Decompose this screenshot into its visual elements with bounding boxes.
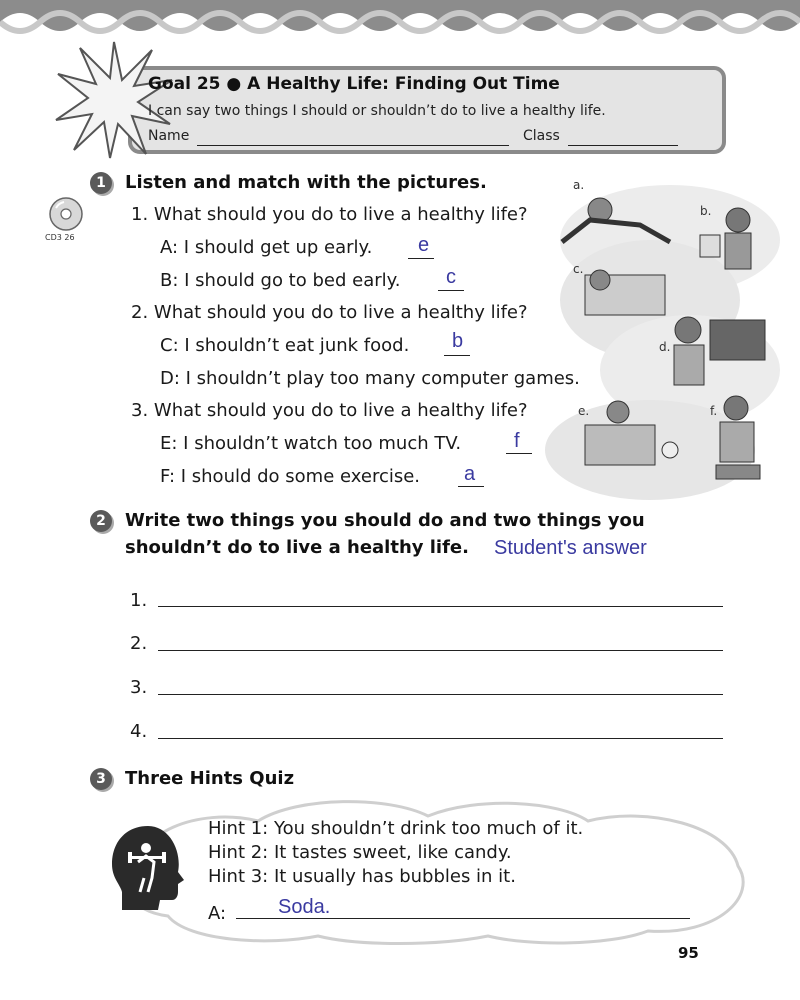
section-number-2: 2: [90, 510, 112, 532]
answer-f-blank[interactable]: [458, 486, 484, 487]
hint-2: Hint 2: It tastes sweet, like candy.: [208, 842, 512, 863]
picture-label-e: e.: [578, 404, 590, 418]
section2-title-line1: Write two things you should do and two things you: [125, 510, 645, 531]
name-field[interactable]: [197, 145, 509, 146]
picture-label-c: c.: [573, 262, 584, 276]
write-line-label-4: 4.: [130, 721, 148, 742]
answer-c-value: b: [452, 330, 464, 352]
name-label: Name: [148, 128, 190, 144]
answer-b-text: B: I should go to bed early.: [160, 270, 401, 291]
section2-title-line2: shouldn’t do to live a healthy life.: [125, 537, 469, 558]
section-number-1: 1: [90, 172, 112, 194]
section1-title: Listen and match with the pictures.: [125, 172, 487, 193]
student-answer-note: Student's answer: [494, 537, 647, 559]
write-line-label-1: 1.: [130, 590, 148, 611]
section-number-3: 3: [90, 768, 112, 790]
answer-a-value: e: [418, 234, 430, 256]
answer-b-blank[interactable]: [438, 290, 464, 291]
quiz-answer-value: Soda.: [278, 896, 331, 918]
answer-e-text: E: I shouldn’t watch too much TV.: [160, 433, 462, 454]
picture-label-a: a.: [573, 178, 585, 192]
class-label: Class: [523, 128, 560, 144]
answer-a-blank[interactable]: [408, 258, 434, 259]
cd-track-label: CD3 26: [45, 233, 75, 242]
answer-e-blank[interactable]: [506, 453, 532, 454]
write-line-2[interactable]: [158, 650, 723, 651]
answer-e-value: f: [514, 430, 520, 452]
picture-label-b: b.: [700, 204, 712, 218]
quiz-answer-label: A:: [208, 903, 227, 924]
write-line-1[interactable]: [158, 606, 723, 607]
hint-3: Hint 3: It usually has bubbles in it.: [208, 866, 516, 887]
page-number: 95: [678, 944, 699, 962]
answer-c-blank[interactable]: [444, 355, 470, 356]
answer-f-text: F: I should do some exercise.: [160, 466, 421, 487]
answer-b-value: c: [446, 266, 456, 288]
write-line-4[interactable]: [158, 738, 723, 739]
hint-1: Hint 1: You shouldn’t drink too much of it.: [208, 818, 584, 839]
class-field[interactable]: [568, 145, 678, 146]
picture-c-sleeping: [585, 270, 665, 315]
question-1-prompt: 1. What should you do to live a healthy life?: [131, 204, 528, 225]
goal-subtitle: I can say two things I should or shouldn’t do to live a healthy life.: [148, 103, 606, 119]
question-3-prompt: 3. What should you do to live a healthy life?: [131, 400, 528, 421]
answer-f-value: a: [464, 463, 476, 485]
picture-label-d: d.: [659, 340, 671, 354]
question-2-prompt: 2. What should you do to live a healthy life?: [131, 302, 528, 323]
write-line-3[interactable]: [158, 694, 723, 695]
weightlifter-head-icon: [108, 822, 188, 912]
answer-a-text: A: I should get up early.: [160, 237, 373, 258]
answer-c-text: C: I shouldn’t eat junk food.: [160, 335, 410, 356]
write-line-label-3: 3.: [130, 677, 148, 698]
write-line-label-2: 2.: [130, 633, 148, 654]
cd-icon: [48, 196, 84, 232]
section3-title: Three Hints Quiz: [125, 768, 295, 789]
answer-d-text: D: I shouldn’t play too many computer games.: [160, 368, 580, 389]
picture-label-f: f.: [710, 404, 718, 418]
goal-title: Goal 25 ● A Healthy Life: Finding Out Time: [148, 74, 560, 94]
